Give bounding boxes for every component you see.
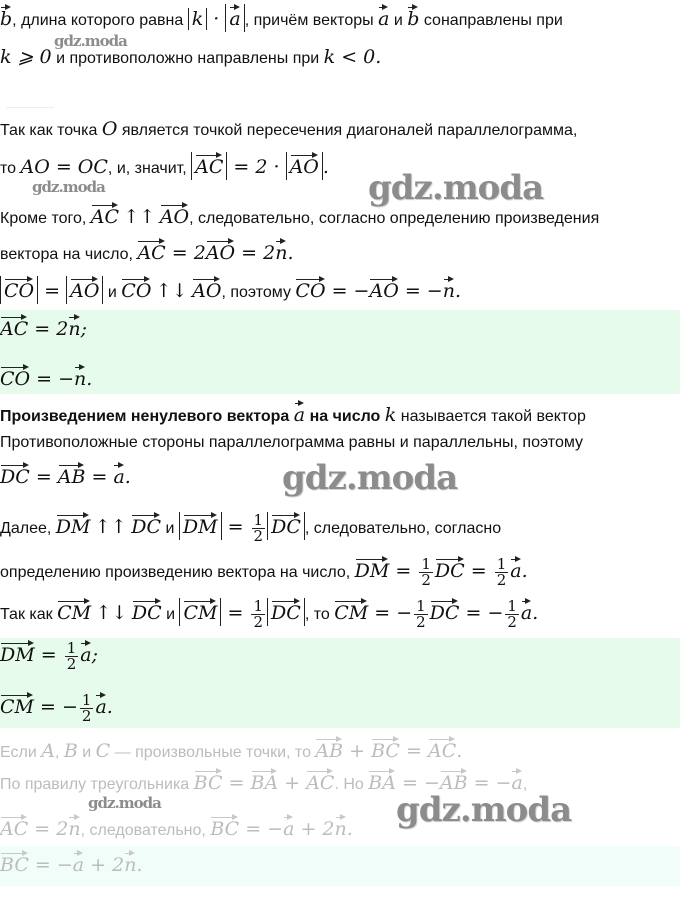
vector-b: b [407,4,419,30]
text: вектора на число, [0,246,133,263]
answer-line: AC = 2n; [0,314,87,340]
separator [6,107,54,108]
answer-line: DM = $\frac{1}{2}$ a; [0,639,98,674]
text: и [393,12,403,29]
text: Так как точка [0,122,98,139]
text: Если [0,744,37,761]
vector-b: b [0,4,12,30]
text: , следовательно, согласно [304,520,502,537]
text: , то [304,606,330,623]
text: является точкой пересечения диагоналей параллелограмма, [121,122,578,139]
text: По правилу треугольника [0,776,190,793]
text: называется такой вектор [400,408,586,425]
text: — произвольные точки, то [114,744,311,761]
text: и [165,520,175,537]
answer-line: CO = −n. [0,364,92,390]
text-line-1: b, длина которого равна k · a , причём векторы a и b сонаправлены при [0,4,563,32]
text: , следовательно, согласно определению произведения [189,210,600,227]
bold-text: на число [309,408,381,425]
text: Далее, [0,520,52,537]
text-line-13: Далее, DM ↑↑ DC и DM = $\frac{1}{2}$ DC , следовательно, согласно [0,511,502,546]
answer-line: CM = − $\frac{1}{2}$ a. [0,691,113,726]
text: , длина которого равна [12,12,184,29]
text: . Но [334,776,364,793]
abs-k: k [188,8,208,30]
abs-vector-a: a [225,4,244,32]
text: , и, значит, [107,160,187,177]
text: , поэтому [221,284,291,301]
text-line-2: k ⩾ 0 и противоположно направлены при k < 0. [0,46,382,68]
text: и [166,606,176,623]
faded-line-1: Если A, B и C — произвольные точки, то AB + BC = AC. [0,736,462,762]
text: Так как [0,606,53,623]
text-line-5: Кроме того, AC ↑↑ AO, следовательно, согласно определению произведения [0,202,599,228]
text: то [0,160,17,177]
watermark-logo: gdz.moda [368,168,544,208]
text-line-6: вектора на число, AC = 2AO = 2n. [0,238,294,264]
faded-line-2: По правилу треугольника BC = BA + AC. Но BA = −AB = −a, [0,768,527,794]
watermark-logo: gdz.moda [282,458,458,498]
vector-a: a [378,4,389,30]
bold-text: Произведением ненулевого вектора [0,408,290,425]
watermark-logo: gdz.moda [88,794,161,812]
text: сонаправлены при [423,12,563,29]
text: Противоположные стороны параллелограмма равны и параллельны, поэтому [0,434,584,451]
text-line-7: CO = AO и CO ↑↓ AO, поэтому CO = −AO = −n. [0,276,461,304]
definition-line: Произведением ненулевого вектора a на число k называется такой вектор [0,400,586,426]
text: , причём векторы [244,12,374,29]
text-line-15: Так как CM ↑↓ DC и CM = $\frac{1}{2}$ DC , то CM = − $\frac{1}{2}$ DC = − $\frac{1}{2}$ a. [0,597,539,632]
text: , следовательно, [80,822,206,839]
text-line-14: определению произведению вектора на число, DM = $\frac{1}{2}$ DC = $\frac{1}{2}$ a. [0,555,528,590]
text: Кроме того, [0,210,87,227]
answer-block-1 [0,310,680,394]
text-line-11 [0,434,583,452]
text: определению произведению вектора на число, [0,564,351,581]
text: и [107,284,117,301]
text-line-3: Так как точка O является точкой пересечения диагоналей параллелограмма, [0,118,578,140]
text: и противоположно направлены при [56,50,320,67]
text-line-12: DC = AB = a. [0,462,131,488]
watermark-logo: gdz.moda [32,178,105,196]
faded-line-3: AC = 2n, следовательно, BC = −a + 2n. [0,814,353,840]
faded-answer-line: BC = −a + 2n. [0,850,143,876]
watermark-logo: gdz.moda [396,790,572,830]
watermark-logo: gdz.moda [54,32,127,50]
text: и [82,744,92,761]
text-line-4: то AO = OC, и, значит, AC = 2 · AO . [0,152,329,180]
